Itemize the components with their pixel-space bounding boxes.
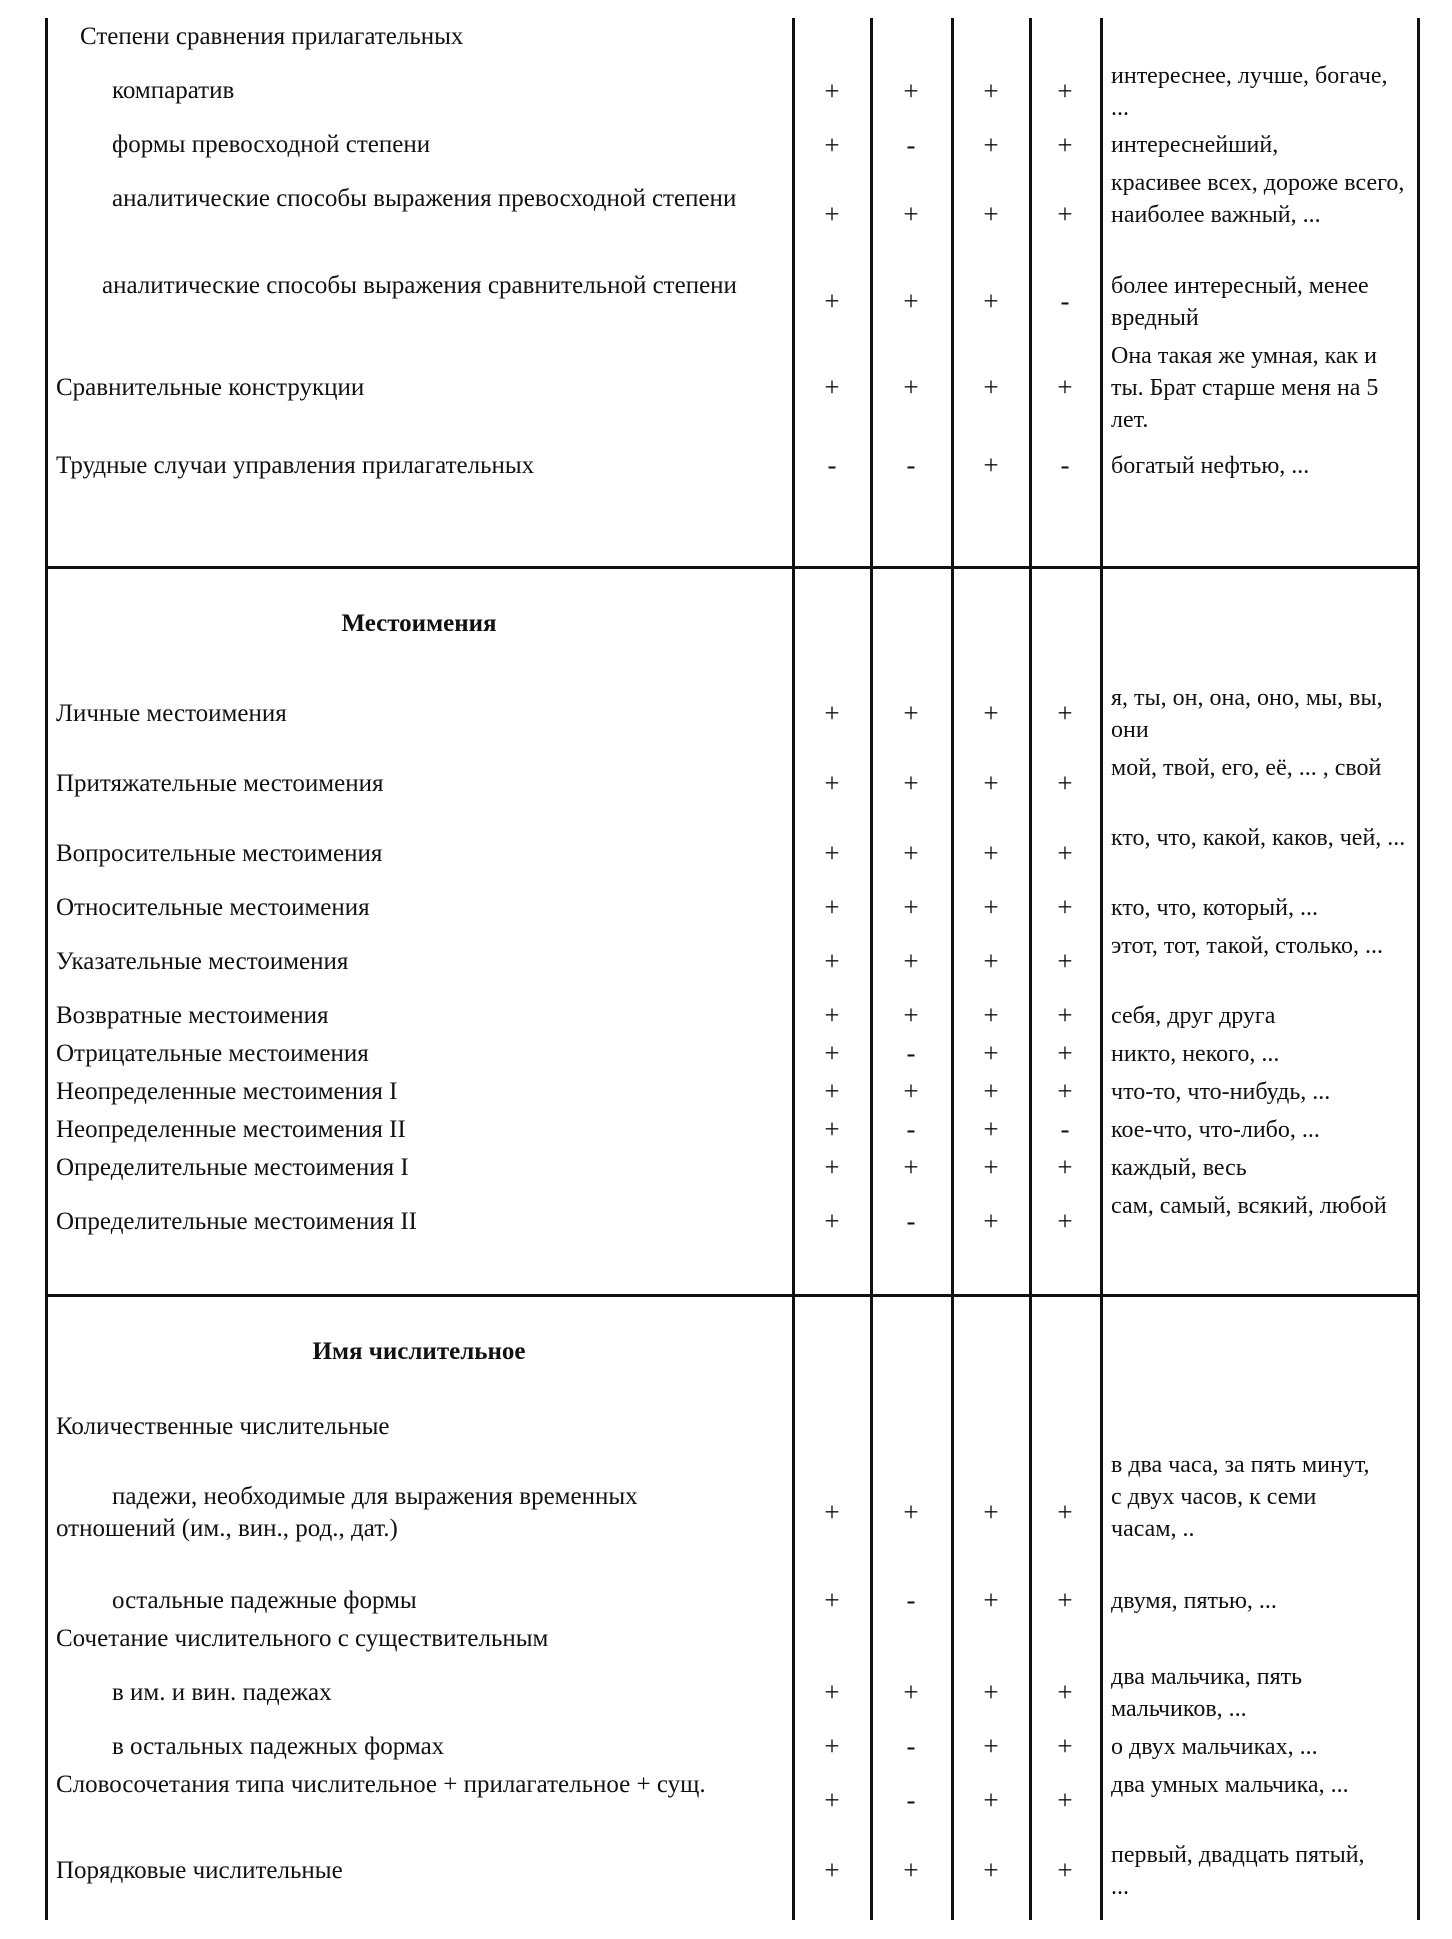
row-label: Неопределенные местоимения I xyxy=(56,1078,398,1105)
mark-cell: + xyxy=(983,1114,999,1144)
row-label: Личные местоимения xyxy=(56,700,287,727)
mark-cell: + xyxy=(1057,1000,1073,1030)
mark-cell: + xyxy=(983,286,999,316)
mark-cell: - xyxy=(906,1114,916,1144)
mark-cell: + xyxy=(903,199,919,229)
row-label: аналитические способы выражения превосходной степени xyxy=(112,185,737,212)
mark-cell: + xyxy=(983,1855,999,1885)
mark-cell: + xyxy=(903,946,919,976)
example-cell: себя, друг друга xyxy=(1111,1003,1276,1029)
mark-cell: + xyxy=(1057,1855,1073,1885)
row-label: Возвратные местоимения xyxy=(56,1002,329,1029)
mark-cell: + xyxy=(824,698,840,728)
mark-cell: + xyxy=(903,1076,919,1106)
mark-cell: + xyxy=(824,1152,840,1182)
example-cell: интереснейший, xyxy=(1111,132,1279,158)
mark-cell: + xyxy=(983,1076,999,1106)
row-label: остальные падежные формы xyxy=(112,1587,417,1614)
row-label: в остальных падежных формах xyxy=(112,1733,445,1760)
mark-cell: - xyxy=(906,1785,916,1815)
mark-cell: + xyxy=(983,946,999,976)
row-label: формы превосходной степени xyxy=(112,131,431,158)
mark-cell: + xyxy=(824,1731,840,1761)
mark-cell: + xyxy=(824,946,840,976)
mark-cell: + xyxy=(983,450,999,480)
mark-cell: + xyxy=(1057,76,1073,106)
mark-cell: + xyxy=(1057,1497,1073,1527)
row-label: Словосочетания типа числительное + прилагательное + сущ. xyxy=(56,1771,706,1798)
row-label: Отрицательные местоимения xyxy=(56,1040,369,1067)
row-label: Определительные местоимения II xyxy=(56,1208,417,1235)
mark-cell: + xyxy=(1057,946,1073,976)
mark-cell: + xyxy=(983,1731,999,1761)
mark-cell: + xyxy=(824,286,840,316)
mark-cell: + xyxy=(903,1497,919,1527)
mark-cell: + xyxy=(1057,698,1073,728)
mark-cell: + xyxy=(824,76,840,106)
mark-cell: + xyxy=(824,1855,840,1885)
mark-cell: + xyxy=(903,372,919,402)
mark-cell: + xyxy=(824,1785,840,1815)
mark-cell: + xyxy=(824,199,840,229)
mark-cell: - xyxy=(906,130,916,160)
example-cell: сам, самый, всякий, любой xyxy=(1111,1193,1387,1219)
mark-cell: + xyxy=(824,1076,840,1106)
mark-cell: - xyxy=(906,1585,916,1615)
mark-cell: - xyxy=(906,450,916,480)
example-cell: богатый нефтью, ... xyxy=(1111,453,1310,479)
example-cell: кто, что, какой, каков, чей, ... xyxy=(1111,825,1406,851)
row-label: Степени сравнения прилагательных xyxy=(80,23,464,50)
column-divider-3 xyxy=(951,18,954,1920)
mark-cell: + xyxy=(824,892,840,922)
mark-cell: + xyxy=(983,76,999,106)
example-cell: никто, некого, ... xyxy=(1111,1041,1280,1067)
row-label: Вопросительные местоимения xyxy=(56,840,383,867)
mark-cell: + xyxy=(983,892,999,922)
example-cell: кто, что, который, ... xyxy=(1111,895,1319,921)
mark-cell: + xyxy=(1057,838,1073,868)
mark-cell: - xyxy=(906,1206,916,1236)
row-label: Сочетание числительного с существительным xyxy=(56,1625,549,1652)
row-label: падежи, необходимые для выражения временных отношений (им., вин., род., дат.) xyxy=(56,1483,638,1542)
example-cell: более интересный, менее вредный xyxy=(1111,273,1369,331)
mark-cell: + xyxy=(903,1677,919,1707)
mark-cell: + xyxy=(903,768,919,798)
mark-cell: + xyxy=(1057,372,1073,402)
example-cell: интереснее, лучше, богаче, ... xyxy=(1111,63,1388,121)
column-divider-5 xyxy=(1100,18,1103,1920)
mark-cell: + xyxy=(824,1585,840,1615)
example-cell: мой, твой, его, её, ... , свой xyxy=(1111,755,1382,781)
mark-cell: + xyxy=(903,1000,919,1030)
example-cell: первый, двадцать пятый, ... xyxy=(1111,1842,1365,1900)
mark-cell: - xyxy=(827,450,837,480)
mark-cell: + xyxy=(983,1677,999,1707)
mark-cell: + xyxy=(903,76,919,106)
section-title-numerals: Имя числительное xyxy=(312,1338,526,1365)
mark-cell: + xyxy=(983,768,999,798)
row-label: Указательные местоимения xyxy=(56,948,349,975)
mark-cell: + xyxy=(983,1497,999,1527)
table-border-left xyxy=(45,18,48,1920)
row-label: Определительные местоимения I xyxy=(56,1154,409,1181)
mark-cell: + xyxy=(903,698,919,728)
example-cell: двумя, пятью, ... xyxy=(1111,1588,1277,1614)
mark-cell: + xyxy=(1057,1076,1073,1106)
mark-cell: + xyxy=(903,838,919,868)
mark-cell: + xyxy=(983,1585,999,1615)
example-cell: два умных мальчика, ... xyxy=(1111,1772,1349,1798)
mark-cell: + xyxy=(903,1855,919,1885)
mark-cell: - xyxy=(1060,450,1070,480)
row-label: Сравнительные конструкции xyxy=(56,374,365,401)
mark-cell: + xyxy=(1057,199,1073,229)
mark-cell: + xyxy=(983,698,999,728)
example-cell: красивее всех, дороже всего, наиболее важный, ... xyxy=(1111,170,1405,228)
example-cell: каждый, весь xyxy=(1111,1155,1247,1181)
example-cell: в два часа, за пять минут, с двух часов, к семи часам, .. xyxy=(1111,1452,1370,1542)
mark-cell: + xyxy=(983,130,999,160)
row-label: Притяжательные местоимения xyxy=(56,770,384,797)
mark-cell: + xyxy=(983,1785,999,1815)
mark-cell: + xyxy=(824,130,840,160)
example-cell: я, ты, он, она, оно, мы, вы, они xyxy=(1111,685,1383,743)
mark-cell: + xyxy=(824,1206,840,1236)
mark-cell: + xyxy=(824,1677,840,1707)
mark-cell: - xyxy=(906,1038,916,1068)
mark-cell: + xyxy=(1057,1585,1073,1615)
mark-cell: + xyxy=(824,372,840,402)
mark-cell: + xyxy=(1057,1206,1073,1236)
mark-cell: + xyxy=(1057,1731,1073,1761)
row-label: Количественные числительные xyxy=(56,1413,390,1440)
mark-cell: + xyxy=(824,1038,840,1068)
row-label: Порядковые числительные xyxy=(56,1857,343,1884)
mark-cell: + xyxy=(1057,1038,1073,1068)
section-divider xyxy=(45,566,1420,569)
mark-cell: + xyxy=(983,199,999,229)
example-cell: Она такая же умная, как и ты. Брат старше меня на 5 лет. xyxy=(1111,343,1379,433)
mark-cell: + xyxy=(824,838,840,868)
row-label: аналитические способы выражения сравнительной степени xyxy=(102,272,737,299)
mark-cell: - xyxy=(906,1731,916,1761)
mark-cell: + xyxy=(1057,1677,1073,1707)
mark-cell: + xyxy=(824,1114,840,1144)
section-title-pronouns: Местоимения xyxy=(341,610,497,637)
mark-cell: + xyxy=(1057,130,1073,160)
row-label: компаратив xyxy=(112,77,235,104)
mark-cell: + xyxy=(983,1206,999,1236)
mark-cell: - xyxy=(1060,286,1070,316)
mark-cell: + xyxy=(983,1038,999,1068)
example-cell: что-то, что-нибудь, ... xyxy=(1111,1079,1331,1105)
row-label: в им. и вин. падежах xyxy=(112,1679,332,1706)
table-border-right xyxy=(1417,18,1420,1920)
column-divider-4 xyxy=(1029,18,1032,1920)
mark-cell: + xyxy=(983,372,999,402)
mark-cell: + xyxy=(824,1000,840,1030)
column-divider-2 xyxy=(870,18,873,1920)
mark-cell: + xyxy=(824,1497,840,1527)
mark-cell: + xyxy=(903,892,919,922)
mark-cell: + xyxy=(1057,1785,1073,1815)
example-cell: этот, тот, такой, столько, ... xyxy=(1111,933,1383,959)
mark-cell: + xyxy=(1057,768,1073,798)
mark-cell: + xyxy=(1057,1152,1073,1182)
example-cell: кое-что, что-либо, ... xyxy=(1111,1117,1320,1143)
column-divider-1 xyxy=(792,18,795,1920)
example-cell: о двух мальчиках, ... xyxy=(1111,1734,1318,1760)
mark-cell: + xyxy=(903,1152,919,1182)
row-label: Неопределенные местоимения II xyxy=(56,1116,406,1143)
mark-cell: + xyxy=(983,1000,999,1030)
mark-cell: + xyxy=(983,1152,999,1182)
mark-cell: + xyxy=(824,768,840,798)
mark-cell: - xyxy=(1060,1114,1070,1144)
mark-cell: + xyxy=(903,286,919,316)
row-label: Трудные случаи управления прилагательных xyxy=(56,452,535,479)
mark-cell: + xyxy=(1057,892,1073,922)
section-divider xyxy=(45,1294,1420,1297)
example-cell: два мальчика, пять мальчиков, ... xyxy=(1111,1664,1303,1722)
row-label: Относительные местоимения xyxy=(56,894,370,921)
mark-cell: + xyxy=(983,838,999,868)
